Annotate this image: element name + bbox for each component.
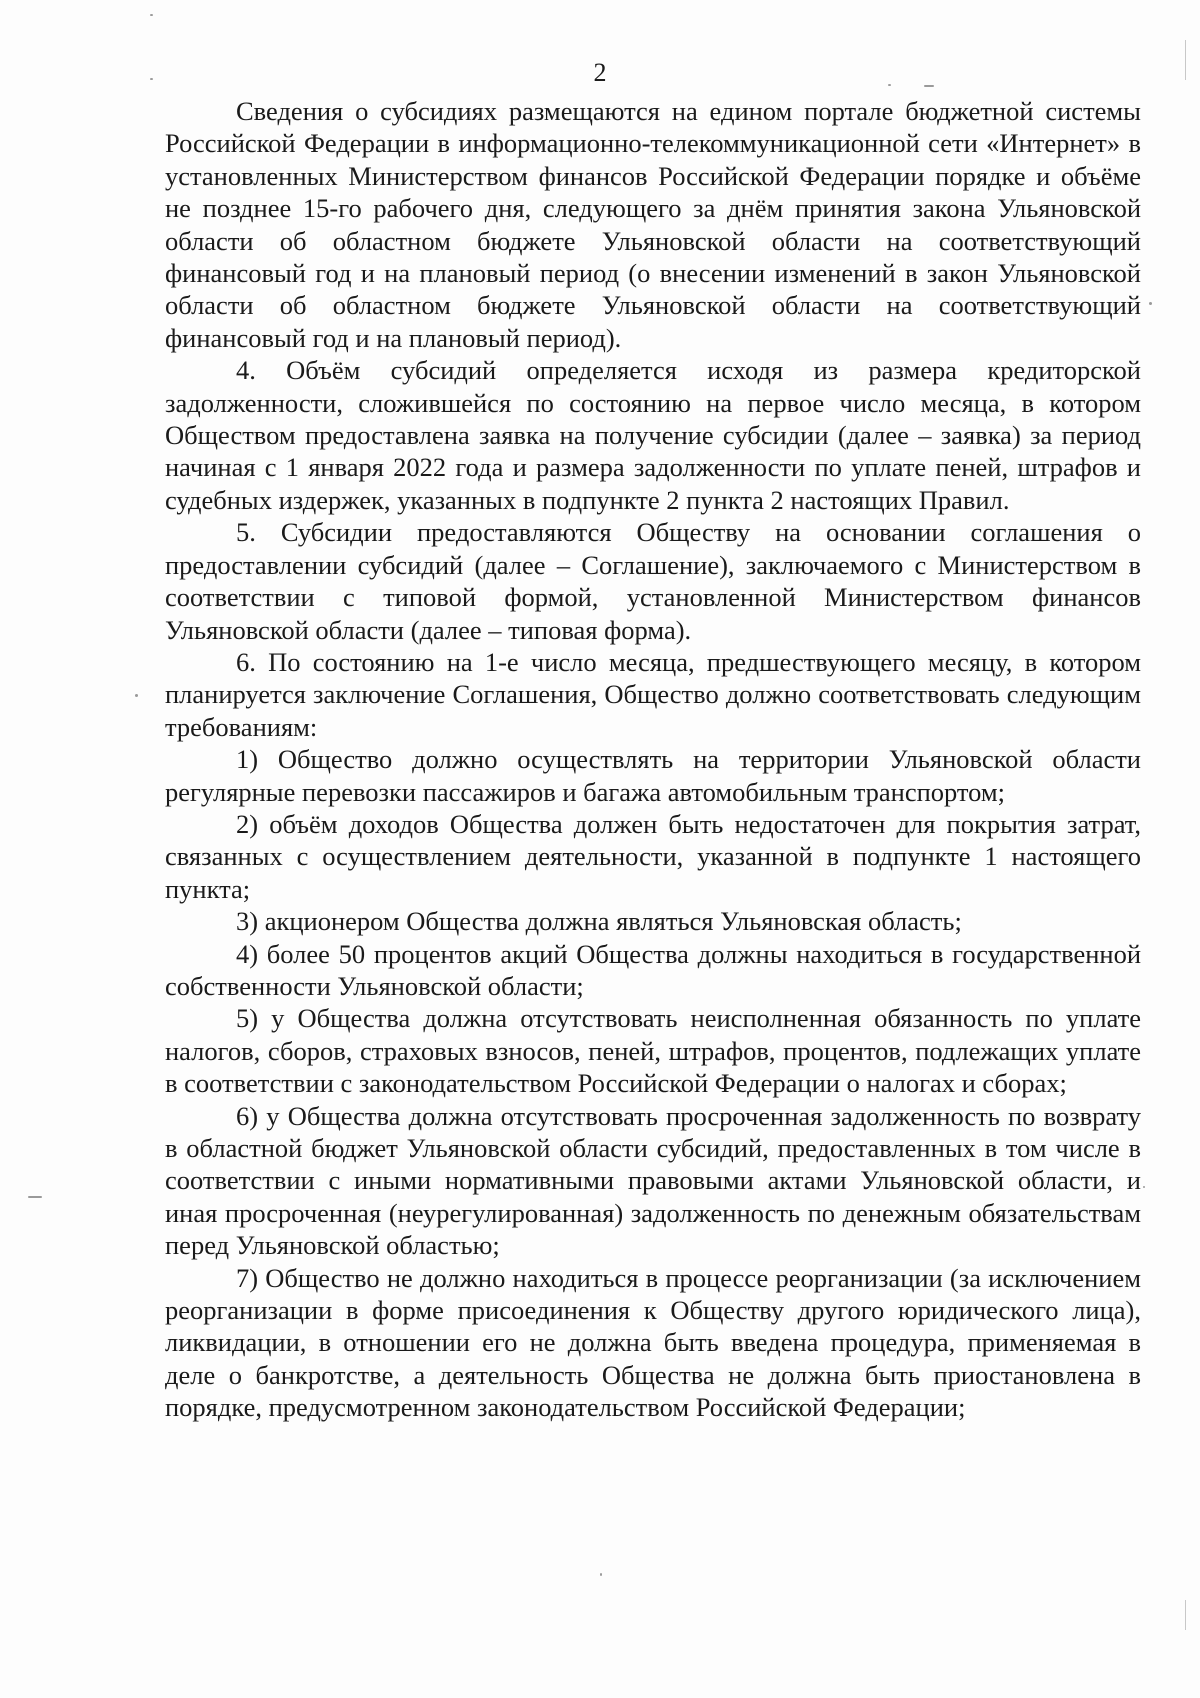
- requirement-3: 3) акционером Общества должна являться Ульяновская область;: [236, 906, 962, 937]
- requirement-1: 1) Общество должно осуществлять на территории Ульяновской области регулярные перевозки пассажиров и багажа автомобильным транспортом;: [165, 744, 1141, 807]
- scan-speck: [135, 694, 138, 697]
- requirement-4: 4) более 50 процентов акций Общества должны находиться в государственной собственности Ульяновской области;: [165, 938, 1141, 1001]
- paragraph-item-5: 5. Субсидии предоставляются Обществу на основании соглашения о предоставлении субсидий (далее – Соглашение), заключаемого с Министерством в соответствии с типовой формой, установленной Министерством финансов Ульяновской области (далее – типовая форма).: [165, 517, 1141, 645]
- scan-speck: [1143, 1186, 1145, 1188]
- scan-speck: [600, 1573, 602, 1576]
- scan-speck: [150, 14, 153, 16]
- requirement-5: 5) у Общества должна отсутствовать неисполненная обязанность по уплате налогов, сборов, страховых взносов, пеней, штрафов, процентов, подлежащих уплате в соответствии с законодательством Российской Федерации о налогах и сборах;: [165, 1003, 1141, 1099]
- paragraph-subsidy-information: Сведения о субсидиях размещаются на едином портале бюджетной системы Российской Федерации в информационно-телекоммуникационной сети «Интернет» в установленных Министерством финансов Российской Федерации порядке и объёме не позднее 15-го рабочего дня, следующего за днём принятия закона Ульяновской области об областном бюджете Ульяновской области на соответствующий финансовый год и на плановый период (о внесении изменений в закон Ульяновской области об областном бюджете Ульяновской области на соответствующий финансовый год и на плановый период).: [165, 96, 1141, 353]
- requirement-6: 6) у Общества должна отсутствовать просроченная задолженность по возврату в областной бюджет Ульяновской области субсидий, предоставленных в том числе в соответствии с иными нормативными правовыми актами Ульяновской области, и иная просроченная (неурегулированная) задолженность по денежным обязательствам перед Ульяновской областью;: [165, 1100, 1141, 1261]
- scan-edge-mark: [1185, 1600, 1186, 1630]
- scan-speck: [1149, 302, 1152, 305]
- scan-speck: [28, 1196, 42, 1198]
- document-body: [165, 95, 1141, 1424]
- paragraph-item-4: 4. Объём субсидий определяется исходя из размера кредиторской задолженности, сложившейся по состоянию на первое число месяца, в котором Обществом предоставлена заявка на получение субсидии (далее – заявка) за период начиная с 1 января 2022 года и размера задолженности по уплате пеней, штрафов и судебных издержек, указанных в подпункте 2 пункта 2 настоящих Правил.: [165, 355, 1141, 515]
- requirement-2: 2) объём доходов Общества должен быть недостаточен для покрытия затрат, связанных с осуществлением деятельности, указанной в подпункте 1 настоящего пункта;: [165, 808, 1141, 904]
- requirement-7: 7) Общество не должно находиться в процессе реорганизации (за исключением реорганизации в форме присоединения к Обществу другого юридического лица), ликвидации, в отношении его не должна быть введена процедура, применяемая в деле о банкротстве, а деятельность Общества не должна быть приостановлена в порядке, предусмотренном законодательством Российской Федерации;: [165, 1262, 1141, 1423]
- paragraph-item-6: 6. По состоянию на 1-е число месяца, предшествующего месяцу, в котором планируется заключение Соглашения, Общество должно соответствовать следующим требованиям:: [165, 646, 1141, 742]
- page-number: 2: [593, 58, 607, 87]
